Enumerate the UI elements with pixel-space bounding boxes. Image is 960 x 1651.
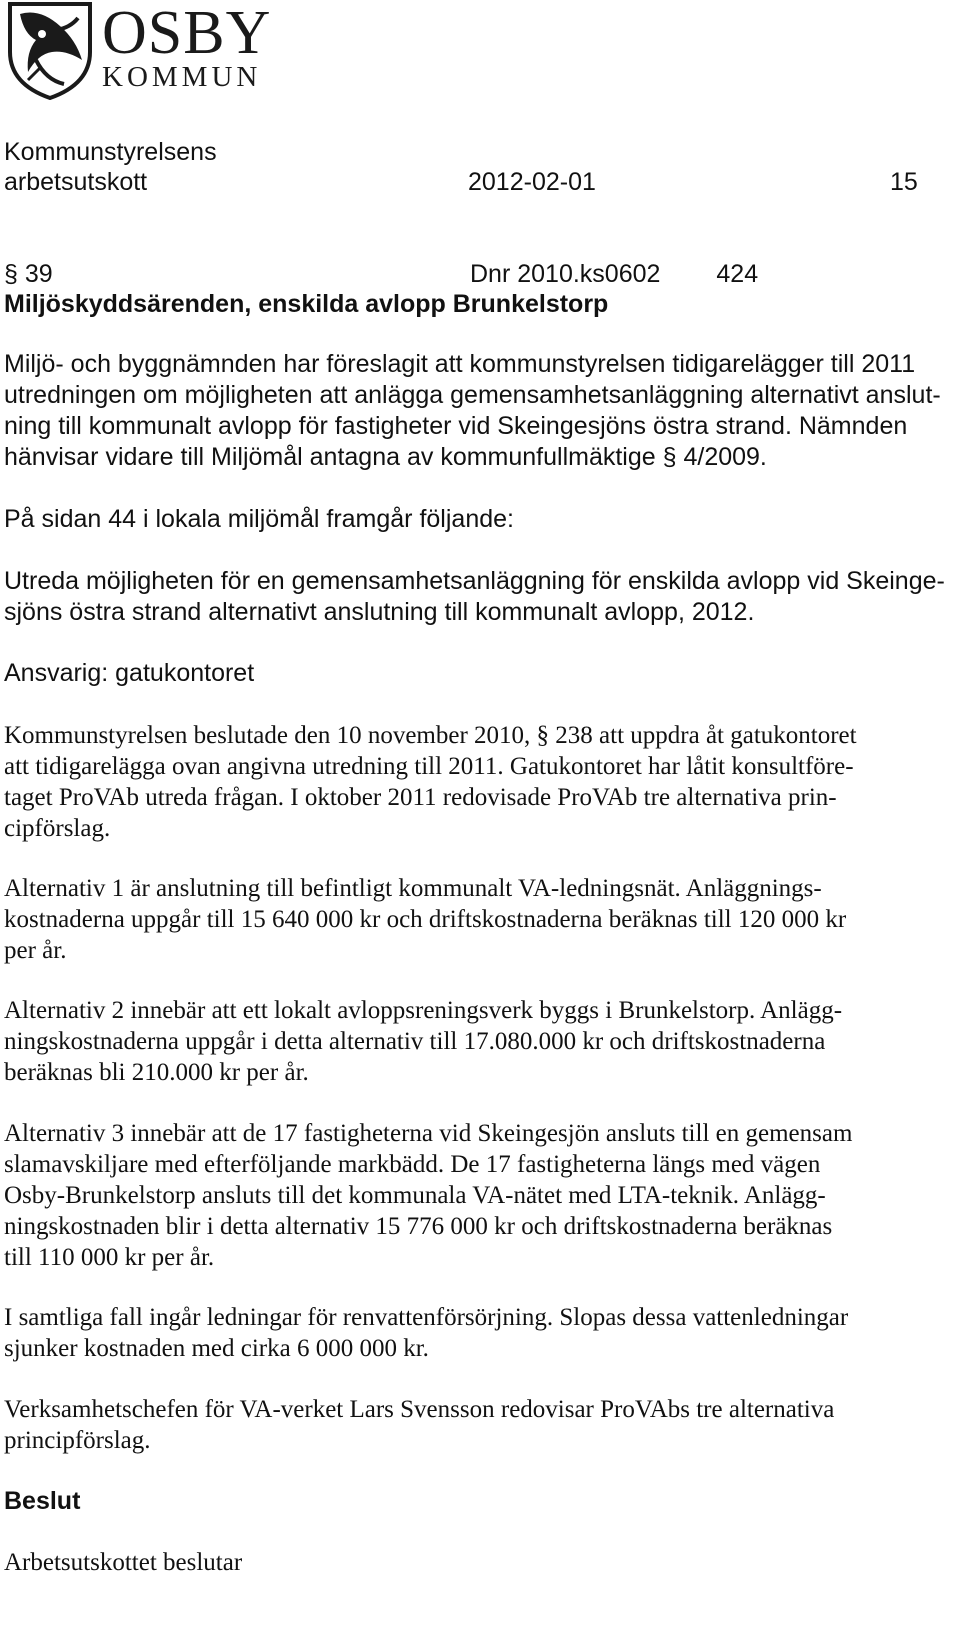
text-line: Kommunstyrelsen beslutade den 10 november 2010, § 238 att uppdra åt gatukontoret [4, 722, 857, 749]
text-line: sjöns östra strand alternativt anslutning till kommunalt avlopp, 2012. [4, 598, 755, 626]
dnr-code: 424 [716, 260, 759, 288]
text-line: till 110 000 kr per år. [4, 1244, 215, 1271]
logo-wordmark: OSBY [102, 0, 272, 67]
paragraph [4, 504, 934, 535]
paragraph [4, 1394, 934, 1456]
text-line: På sidan 44 i lokala miljömål framgår följande: [4, 505, 514, 533]
text-line: Utreda möjligheten för en gemensamhetsanläggning för enskilda avlopp vid Skeinge- [4, 567, 945, 595]
text-line: Miljö- och byggnämnden har föreslagit att kommunstyrelsen tidigarelägger till 2011 [4, 350, 916, 378]
paragraph [4, 873, 934, 966]
paragraph [4, 349, 941, 473]
text-line: utredningen om möjligheten att anlägga gemensamhetsanläggning alternativt anslut- [4, 381, 941, 409]
text-line: Alternativ 1 är anslutning till befintligt kommunalt VA-ledningsnät. Anläggnings- [4, 875, 822, 902]
dnr-label: Dnr 2010.ks0602 [470, 260, 661, 288]
paragraph [4, 1118, 934, 1273]
text-line: slamavskiljare med efterföljande markbädd. De 17 fastigheterna längs med vägen [4, 1151, 821, 1178]
org-name-line2: arbetsutskott [4, 168, 148, 196]
text-line: principförslag. [4, 1427, 151, 1454]
paragraph [4, 720, 934, 844]
meeting-date: 2012-02-01 [468, 168, 596, 196]
text-line: Arbetsutskottet beslutar [4, 1549, 243, 1576]
text-line: hänvisar vidare till Miljömål antagna av kommunfullmäktige § 4/2009. [4, 443, 767, 471]
case-number [470, 259, 758, 289]
text-line: Alternativ 3 innebär att de 17 fastigheterna vid Skeingesjön ansluts till en gemensam [4, 1120, 853, 1147]
osby-kommun-logo [6, 0, 276, 100]
text-line: Verksamhetschefen för VA-verket Lars Svensson redovisar ProVAbs tre alternativa [4, 1396, 835, 1423]
paragraph [4, 658, 934, 689]
text-line: Ansvarig: gatukontoret [4, 659, 255, 687]
coat-of-arms-icon [6, 0, 94, 100]
text-line: Alternativ 2 innebär att ett lokalt avloppsreningsverk byggs i Brunkelstorp. Anlägg- [4, 997, 843, 1024]
text-line: Osby-Brunkelstorp ansluts till det kommunala VA-nätet med LTA-teknik. Anlägg- [4, 1182, 826, 1209]
text-line: sjunker kostnaden med cirka 6 000 000 kr. [4, 1335, 429, 1362]
decision-text [4, 1547, 934, 1578]
text-line: per år. [4, 937, 67, 964]
paragraph [4, 1302, 934, 1364]
logo-subtitle: KOMMUN [102, 61, 262, 93]
decision-heading: Beslut [4, 1487, 81, 1515]
text-line: cipförslag. [4, 815, 111, 842]
text-line: att tidigarelägga ovan angivna utredning till 2011. Gatukontoret har låtit konsultföre- [4, 753, 854, 780]
text-line: ningskostnaden blir i detta alternativ 15 776 000 kr och driftskostnaderna beräknas [4, 1213, 833, 1240]
paragraph-number: § 39 [4, 260, 53, 288]
text-line: ning till kommunalt avlopp för fastigheter vid Skeingesjöns östra strand. Nämnden [4, 412, 908, 440]
page-number: 15 [890, 168, 918, 196]
paragraph [4, 566, 945, 628]
text-line: taget ProVAb utreda frågan. I oktober 2011 redovisade ProVAb tre alternativa prin- [4, 784, 837, 811]
text-line: kostnaderna uppgår till 15 640 000 kr och driftskostnaderna beräknas till 120 000 kr [4, 906, 847, 933]
text-line: I samtliga fall ingår ledningar för renvattenförsörjning. Slopas dessa vattenledningar [4, 1304, 849, 1331]
text-line: ningskostnaderna uppgår i detta alternativ till 17.080.000 kr och driftskostnaderna [4, 1028, 826, 1055]
text-line: beräknas bli 210.000 kr per år. [4, 1059, 309, 1086]
paragraph [4, 995, 934, 1088]
org-name-line1: Kommunstyrelsens [4, 138, 217, 166]
case-title: Miljöskyddsärenden, enskilda avlopp Brunkelstorp [4, 290, 609, 318]
